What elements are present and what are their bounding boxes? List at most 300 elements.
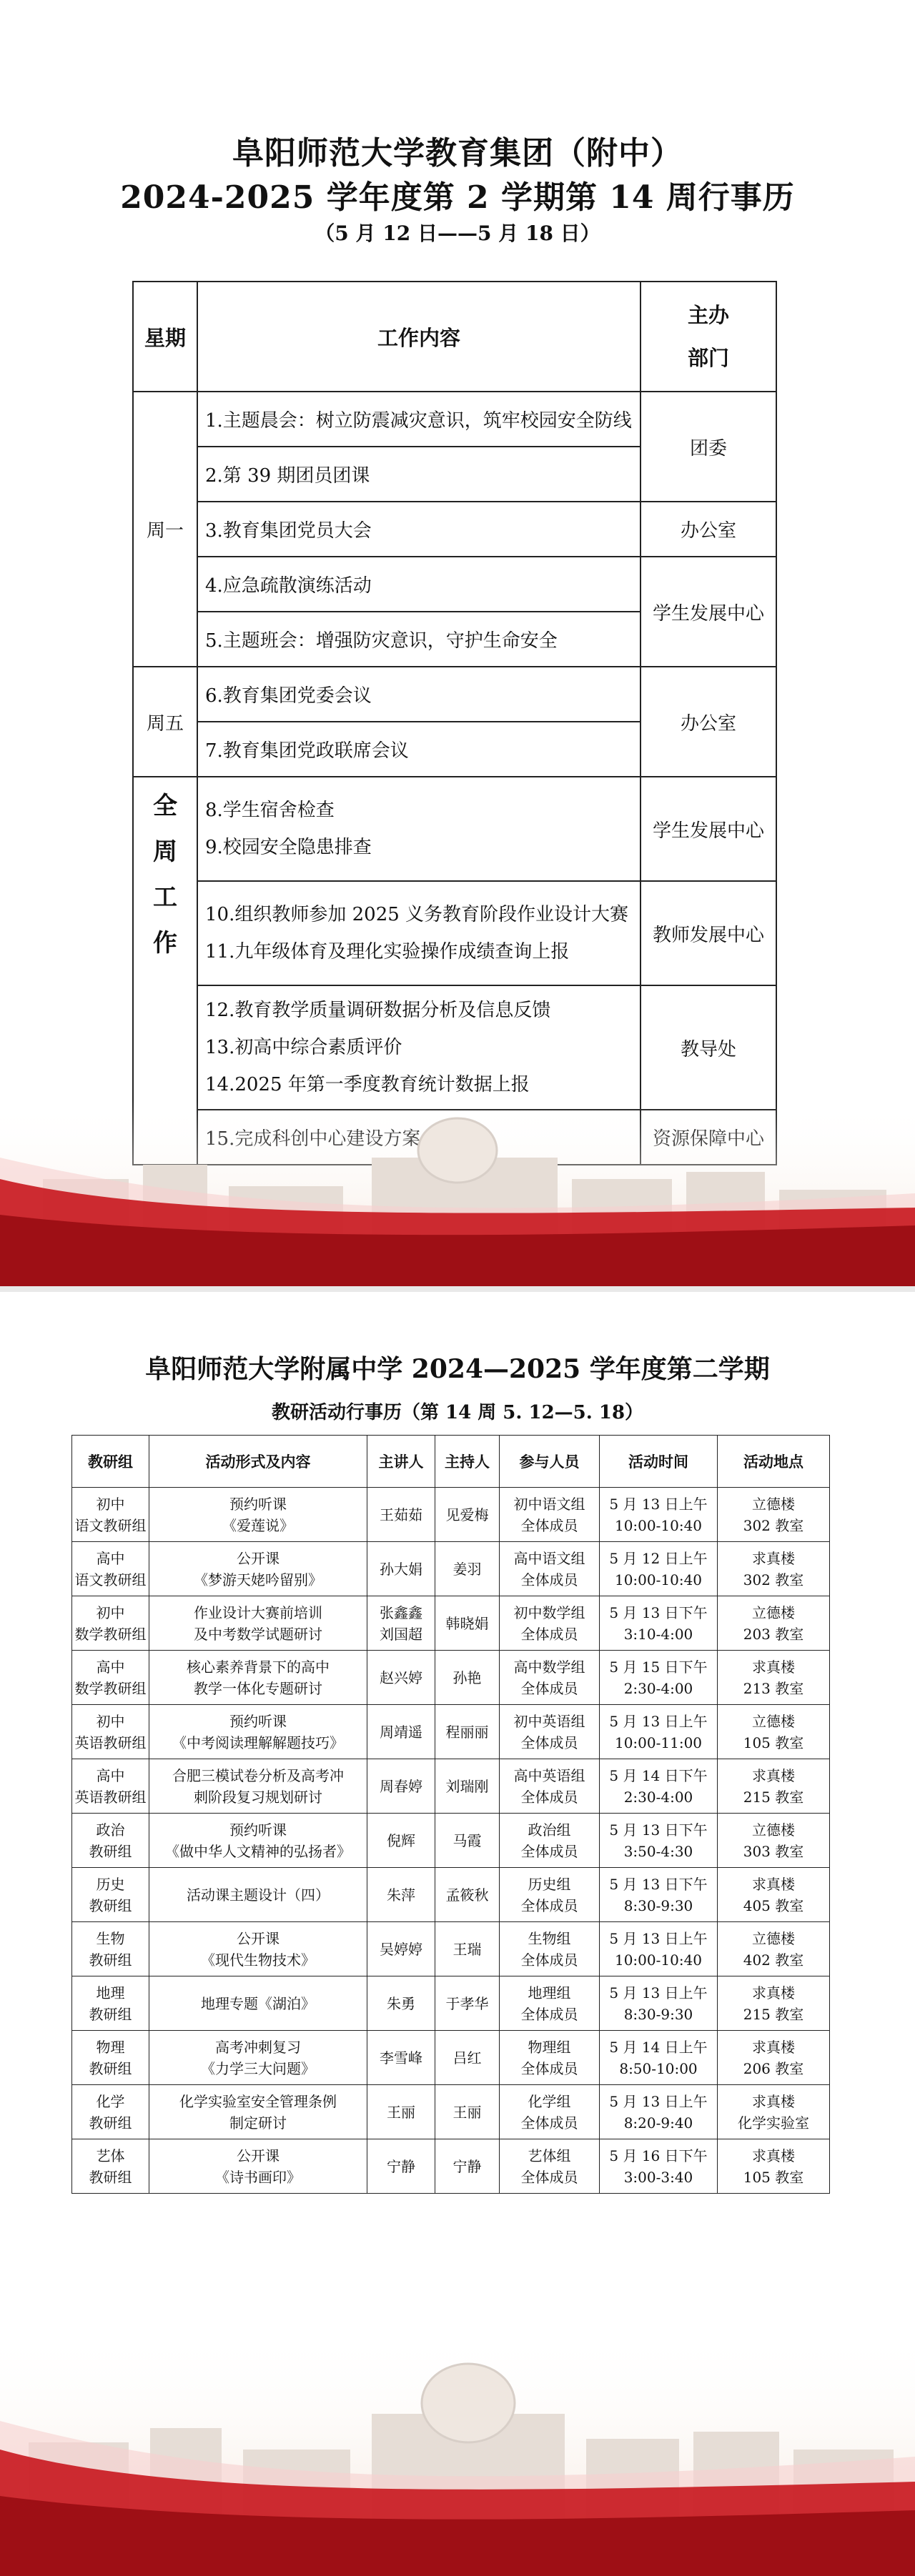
cell-participants: [500, 2085, 600, 2139]
dept-cell: 办公室: [640, 667, 776, 777]
time-line: 5 月 13 日上午: [609, 1712, 708, 1730]
cell-participants: [500, 1705, 600, 1759]
cell-group: [72, 1814, 149, 1868]
cell-speaker: [367, 1596, 435, 1651]
speaker-line: 吴婷婷: [380, 1940, 422, 1958]
cell-group: [72, 1651, 149, 1705]
location-line: 求真楼: [752, 1766, 795, 1784]
table-header-row: [133, 282, 776, 392]
group-line: 数学教研组: [74, 1625, 147, 1643]
cell-time: [600, 1596, 718, 1651]
activity-line: 预约听课: [229, 1712, 287, 1730]
group-line: 教研组: [89, 1951, 132, 1969]
table-row: [72, 2139, 830, 2194]
group-line: 艺体: [96, 2147, 125, 2164]
cell-location: [718, 1705, 830, 1759]
location-line: 求真楼: [752, 2038, 795, 2056]
table-row: [72, 1542, 830, 1596]
cell-time: [600, 2139, 718, 2194]
cell-participants: [500, 1596, 600, 1651]
table-header-row: [72, 1436, 830, 1488]
table-row: [72, 1814, 830, 1868]
location-line: 215 教室: [743, 2005, 804, 2023]
cell-speaker: [367, 1976, 435, 2031]
header-dept-line2: 部门: [687, 346, 729, 370]
cell-activity: [149, 1976, 367, 2031]
location-line: 立德楼: [752, 1495, 795, 1513]
cell-location: [718, 1759, 830, 1814]
time-line: 5 月 16 日下午: [609, 2147, 708, 2164]
day-monday: 周一: [133, 392, 197, 667]
group-line: 教研组: [89, 1896, 132, 1914]
speaker-line: 周靖遥: [380, 1723, 422, 1741]
cell-location: [718, 1488, 830, 1542]
speaker-line: 赵兴婷: [380, 1669, 422, 1686]
cell-participants: [500, 2139, 600, 2194]
cell-host: 孟筱秋: [435, 1868, 500, 1922]
time-line: 5 月 13 日上午: [609, 1495, 708, 1513]
group-line: 高中: [96, 1658, 125, 1676]
work-item: 6.教育集团党委会议: [197, 667, 640, 722]
group-line: 教研组: [89, 2005, 132, 2023]
table-row: [133, 502, 776, 557]
cell-activity: [149, 1814, 367, 1868]
activity-line: 化学实验室安全管理条例: [179, 2092, 337, 2110]
time-line: 2:30-4:00: [623, 1679, 693, 1697]
location-line: 105 教室: [743, 1734, 804, 1751]
group-line: 地理: [96, 1984, 125, 2001]
location-line: 203 教室: [743, 1625, 804, 1643]
work-item: 1.主题晨会：树立防震减灾意识，筑牢校园安全防线: [197, 392, 640, 447]
cell-activity: [149, 2031, 367, 2085]
activity-line: 核心素养背景下的高中: [187, 1658, 330, 1676]
table-row: [133, 667, 776, 722]
table-row: [133, 392, 776, 447]
cell-speaker: [367, 1868, 435, 1922]
cell-participants: [500, 1759, 600, 1814]
time-line: 10:00-10:40: [614, 1516, 703, 1534]
header-host: 主持人: [435, 1436, 500, 1488]
activity-line: 预约听课: [229, 1495, 287, 1513]
location-line: 303 教室: [743, 1842, 804, 1860]
speaker-line: 朱勇: [387, 1994, 415, 2012]
table-row: [133, 557, 776, 612]
cell-time: [600, 1488, 718, 1542]
participants-line: 全体成员: [520, 1842, 578, 1860]
page1-title-line2: 2024-2025 学年度第 2 学期第 14 周行事历: [120, 179, 795, 216]
participants-line: 初中英语组: [513, 1712, 585, 1730]
cell-host: 姜羽: [435, 1542, 500, 1596]
work-item: 4.应急疏散演练活动: [197, 557, 640, 612]
table-row: [133, 777, 776, 881]
all-week-char: 作: [153, 929, 177, 958]
location-line: 立德楼: [752, 1929, 795, 1947]
cell-group: [72, 1705, 149, 1759]
group-line: 历史: [96, 1875, 125, 1893]
speaker-line: 周春婷: [380, 1777, 422, 1795]
cell-participants: [500, 1651, 600, 1705]
work-item: 12.教育教学质量调研数据分析及信息反馈: [205, 1000, 551, 1021]
participants-line: 全体成员: [520, 2114, 578, 2132]
work-item: 9.校园安全隐患排查: [205, 837, 372, 858]
header-dept: [640, 282, 776, 392]
group-line: 高中: [96, 1549, 125, 1567]
decorative-red-banner: [0, 1072, 915, 1286]
cell-time: [600, 2085, 718, 2139]
header-group: 教研组: [72, 1436, 149, 1488]
cell-participants: [500, 1488, 600, 1542]
group-line: 英语教研组: [74, 1788, 147, 1806]
group-line: 政治: [96, 1821, 125, 1839]
participants-line: 高中语文组: [513, 1549, 585, 1567]
participants-line: 政治组: [528, 1821, 571, 1839]
activity-line: 高考冲刺复习: [215, 2038, 301, 2056]
participants-line: 艺体组: [528, 2147, 571, 2164]
time-line: 10:00-11:00: [614, 1734, 703, 1751]
cell-activity: [149, 1759, 367, 1814]
header-speaker: 主讲人: [367, 1436, 435, 1488]
cell-host: 宁静: [435, 2139, 500, 2194]
cell-speaker: [367, 1542, 435, 1596]
work-item: 5.主题班会：增强防灾意识，守护生命安全: [197, 612, 640, 667]
speaker-line: 朱萍: [387, 1886, 415, 1904]
cell-group: [72, 2139, 149, 2194]
activity-line: 制定研讨: [229, 2114, 287, 2132]
dept-cell: 教导处: [640, 985, 776, 1110]
work-item-group: [197, 881, 640, 985]
cell-time: [600, 1976, 718, 2031]
work-item: 13.初高中综合素质评价: [205, 1037, 402, 1058]
cell-participants: [500, 1542, 600, 1596]
time-line: 5 月 13 日下午: [609, 1875, 708, 1893]
speaker-line: 李雪峰: [380, 2049, 422, 2067]
activity-line: 地理专题《湖泊》: [201, 1994, 315, 2012]
participants-line: 全体成员: [520, 1679, 578, 1697]
time-line: 5 月 13 日下午: [609, 1603, 708, 1621]
cell-group: [72, 1488, 149, 1542]
participants-line: 高中数学组: [513, 1658, 585, 1676]
table-row: [72, 1759, 830, 1814]
cell-speaker: [367, 1922, 435, 1976]
activity-line: 及中考数学试题研讨: [194, 1625, 322, 1643]
cell-speaker: [367, 1759, 435, 1814]
cell-activity: [149, 1922, 367, 1976]
work-item: 7.教育集团党政联席会议: [197, 722, 640, 777]
activity-line: 《力学三大问题》: [201, 2059, 315, 2077]
group-line: 教研组: [89, 2168, 132, 2186]
activity-line: 刺阶段复习规划研讨: [194, 1788, 322, 1806]
group-line: 教研组: [89, 1842, 132, 1860]
cell-group: [72, 1596, 149, 1651]
dept-cell: 办公室: [640, 502, 776, 557]
work-item: 11.九年级体育及理化实验操作成绩查询上报: [205, 941, 570, 963]
all-week-char: 周: [153, 837, 177, 866]
cell-activity: [149, 1651, 367, 1705]
dept-cell: 学生发展中心: [640, 557, 776, 667]
group-line: 初中: [96, 1603, 125, 1621]
time-line: 3:50-4:30: [623, 1842, 693, 1860]
location-line: 302 教室: [743, 1571, 804, 1588]
school-emblem: [422, 2364, 515, 2442]
cell-location: [718, 1868, 830, 1922]
activity-line: 《梦游天姥吟留别》: [194, 1571, 322, 1588]
time-line: 5 月 12 日上午: [609, 1549, 708, 1567]
group-line: 语文教研组: [74, 1571, 147, 1588]
table-row: [72, 1651, 830, 1705]
location-line: 化学实验室: [738, 2114, 809, 2132]
time-line: 10:00-10:40: [614, 1951, 703, 1969]
location-line: 求真楼: [752, 2147, 795, 2164]
cell-host: 刘瑞刚: [435, 1759, 500, 1814]
cell-location: [718, 2031, 830, 2085]
cell-location: [718, 2139, 830, 2194]
work-item: 8.学生宿舍检查: [205, 800, 335, 821]
group-line: 教研组: [89, 2059, 132, 2077]
all-week-char: 全: [153, 792, 177, 820]
work-item-group: [197, 777, 640, 881]
cell-host: 马霞: [435, 1814, 500, 1868]
time-line: 5 月 13 日上午: [609, 2092, 708, 2110]
dept-cell: 团委: [640, 392, 776, 502]
time-line: 8:20-9:40: [623, 2114, 693, 2132]
participants-line: 全体成员: [520, 2005, 578, 2023]
activity-line: 合肥三模试卷分析及高考冲: [172, 1766, 344, 1784]
cell-group: [72, 1922, 149, 1976]
location-line: 206 教室: [743, 2059, 804, 2077]
table-row: [72, 2031, 830, 2085]
group-line: 教研组: [89, 2114, 132, 2132]
group-line: 化学: [96, 2092, 125, 2110]
cell-speaker: [367, 1814, 435, 1868]
table-row: [72, 1488, 830, 1542]
cell-activity: [149, 2085, 367, 2139]
cell-time: [600, 1922, 718, 1976]
time-line: 10:00-10:40: [614, 1571, 703, 1588]
speaker-line: 张鑫鑫: [380, 1603, 422, 1621]
cell-participants: [500, 1922, 600, 1976]
time-line: 5 月 13 日上午: [609, 1929, 708, 1947]
cell-time: [600, 1759, 718, 1814]
participants-line: 全体成员: [520, 1788, 578, 1806]
cell-host: 吕红: [435, 2031, 500, 2085]
participants-line: 全体成员: [520, 1734, 578, 1751]
time-line: 5 月 14 日上午: [609, 2038, 708, 2056]
location-line: 213 教室: [743, 1679, 804, 1697]
cell-participants: [500, 1976, 600, 2031]
table-row: [72, 1868, 830, 1922]
location-line: 405 教室: [743, 1896, 804, 1914]
page2-subtitle: 教研活动行事历（第 14 周 5. 12—5. 18）: [271, 1402, 644, 1423]
cell-host: 韩晓娟: [435, 1596, 500, 1651]
speaker-line: 王丽: [387, 2103, 415, 2121]
cell-activity: [149, 1596, 367, 1651]
time-line: 5 月 15 日下午: [609, 1658, 708, 1676]
activity-line: 教学一体化专题研讨: [194, 1679, 322, 1697]
table-row: [72, 1976, 830, 2031]
location-line: 求真楼: [752, 2092, 795, 2110]
location-line: 105 教室: [743, 2168, 804, 2186]
activity-line: 《做中华人文精神的弘扬者》: [165, 1842, 351, 1860]
participants-line: 全体成员: [520, 1625, 578, 1643]
cell-activity: [149, 1705, 367, 1759]
participants-line: 初中数学组: [513, 1603, 585, 1621]
location-line: 求真楼: [752, 1875, 795, 1893]
time-line: 3:10-4:00: [623, 1625, 693, 1643]
cell-activity: [149, 1868, 367, 1922]
cell-time: [600, 2031, 718, 2085]
cell-time: [600, 1705, 718, 1759]
participants-line: 生物组: [528, 1929, 571, 1947]
cell-speaker: [367, 2085, 435, 2139]
time-line: 3:00-3:40: [623, 2168, 693, 2186]
activity-line: 活动课主题设计（四）: [187, 1886, 330, 1904]
cell-participants: [500, 1868, 600, 1922]
work-item: 3.教育集团党员大会: [197, 502, 640, 557]
cell-time: [600, 1542, 718, 1596]
time-line: 8:50-10:00: [619, 2059, 698, 2077]
cell-speaker: [367, 1705, 435, 1759]
time-line: 5 月 13 日下午: [609, 1821, 708, 1839]
participants-line: 历史组: [528, 1875, 571, 1893]
page1-title-line1: 阜阳师范大学教育集团（附中）: [232, 135, 683, 171]
work-item: 2.第 39 期团员团课: [197, 447, 640, 502]
page1-date-range: （5 月 12 日——5 月 18 日）: [315, 222, 600, 245]
location-line: 立德楼: [752, 1821, 795, 1839]
all-week-char: 工: [153, 883, 177, 912]
cell-group: [72, 2085, 149, 2139]
cell-speaker: [367, 1651, 435, 1705]
weekly-schedule-table: [132, 281, 777, 1165]
participants-line: 全体成员: [520, 1896, 578, 1914]
participants-line: 初中语文组: [513, 1495, 585, 1513]
activity-line: 公开课: [237, 1929, 280, 1947]
speaker-line: 刘国超: [380, 1625, 422, 1643]
cell-group: [72, 1759, 149, 1814]
header-location: 活动地点: [718, 1436, 830, 1488]
location-line: 402 教室: [743, 1951, 804, 1969]
activity-line: 《中考阅读理解解题技巧》: [172, 1734, 344, 1751]
cell-location: [718, 1596, 830, 1651]
location-line: 求真楼: [752, 1549, 795, 1567]
speaker-line: 王茹茹: [380, 1506, 422, 1523]
participants-line: 高中英语组: [513, 1766, 585, 1784]
location-line: 立德楼: [752, 1603, 795, 1621]
page-gap: [0, 1286, 915, 1292]
speaker-line: 倪辉: [387, 1831, 415, 1849]
cell-location: [718, 1542, 830, 1596]
cell-speaker: [367, 2139, 435, 2194]
cell-location: [718, 1814, 830, 1868]
cell-host: 程丽丽: [435, 1705, 500, 1759]
research-activity-table: [71, 1435, 830, 2194]
participants-line: 全体成员: [520, 1516, 578, 1534]
table-row: [133, 881, 776, 985]
header-participants: 参与人员: [500, 1436, 600, 1488]
cell-location: [718, 1651, 830, 1705]
cell-time: [600, 1814, 718, 1868]
time-line: 5 月 13 日上午: [609, 1984, 708, 2001]
activity-line: 预约听课: [229, 1821, 287, 1839]
cell-host: 见爱梅: [435, 1488, 500, 1542]
group-line: 物理: [96, 2038, 125, 2056]
header-dept-line1: 主办: [687, 303, 729, 327]
cell-host: 于孝华: [435, 1976, 500, 2031]
cell-participants: [500, 2031, 600, 2085]
group-line: 英语教研组: [74, 1734, 147, 1751]
dept-cell: 教师发展中心: [640, 881, 776, 985]
time-line: 8:30-9:30: [623, 1896, 693, 1914]
cell-location: [718, 2085, 830, 2139]
activity-line: 《现代生物技术》: [201, 1951, 315, 1969]
cell-group: [72, 1868, 149, 1922]
table-row: [72, 2085, 830, 2139]
participants-line: 地理组: [528, 1984, 571, 2001]
table-row: [72, 1922, 830, 1976]
table-row: [72, 1705, 830, 1759]
dept-cell: 学生发展中心: [640, 777, 776, 881]
group-line: 语文教研组: [74, 1516, 147, 1534]
cell-group: [72, 1976, 149, 2031]
header-activity: 活动形式及内容: [149, 1436, 367, 1488]
time-line: 8:30-9:30: [623, 2005, 693, 2023]
speaker-line: 孙大娟: [380, 1560, 422, 1578]
table-row: [72, 1596, 830, 1651]
location-line: 求真楼: [752, 1658, 795, 1676]
page2-title: 阜阳师范大学附属中学 2024—2025 学年度第二学期: [145, 1354, 770, 1384]
weekly-calendar-page: [0, 0, 915, 1286]
group-line: 数学教研组: [74, 1679, 147, 1697]
activity-line: 公开课: [237, 1549, 280, 1567]
activity-line: 公开课: [237, 2147, 280, 2164]
activity-line: 《爱莲说》: [222, 1516, 294, 1534]
location-line: 215 教室: [743, 1788, 804, 1806]
time-line: 2:30-4:00: [623, 1788, 693, 1806]
group-line: 高中: [96, 1766, 125, 1784]
activity-line: 《诗书画印》: [215, 2168, 301, 2186]
participants-line: 全体成员: [520, 1571, 578, 1588]
cell-activity: [149, 1488, 367, 1542]
cell-group: [72, 1542, 149, 1596]
cell-participants: [500, 1814, 600, 1868]
location-line: 求真楼: [752, 1984, 795, 2001]
location-line: 302 教室: [743, 1516, 804, 1534]
cell-host: 王瑞: [435, 1922, 500, 1976]
cell-location: [718, 1976, 830, 2031]
cell-time: [600, 1868, 718, 1922]
participants-line: 化学组: [528, 2092, 571, 2110]
cell-host: 王丽: [435, 2085, 500, 2139]
decorative-red-banner: [0, 2307, 915, 2576]
group-line: 初中: [96, 1712, 125, 1730]
day-friday: 周五: [133, 667, 197, 777]
cell-activity: [149, 1542, 367, 1596]
participants-line: 全体成员: [520, 1951, 578, 1969]
header-day: 星期: [133, 282, 197, 392]
time-line: 5 月 14 日下午: [609, 1766, 708, 1784]
cell-speaker: [367, 2031, 435, 2085]
cell-activity: [149, 2139, 367, 2194]
cell-group: [72, 2031, 149, 2085]
group-line: 初中: [96, 1495, 125, 1513]
header-content: 工作内容: [197, 282, 640, 392]
cell-host: 孙艳: [435, 1651, 500, 1705]
cell-time: [600, 1651, 718, 1705]
cell-location: [718, 1922, 830, 1976]
speaker-line: 宁静: [387, 2157, 415, 2175]
cell-speaker: [367, 1488, 435, 1542]
header-time: 活动时间: [600, 1436, 718, 1488]
activity-line: 作业设计大赛前培训: [194, 1603, 322, 1621]
